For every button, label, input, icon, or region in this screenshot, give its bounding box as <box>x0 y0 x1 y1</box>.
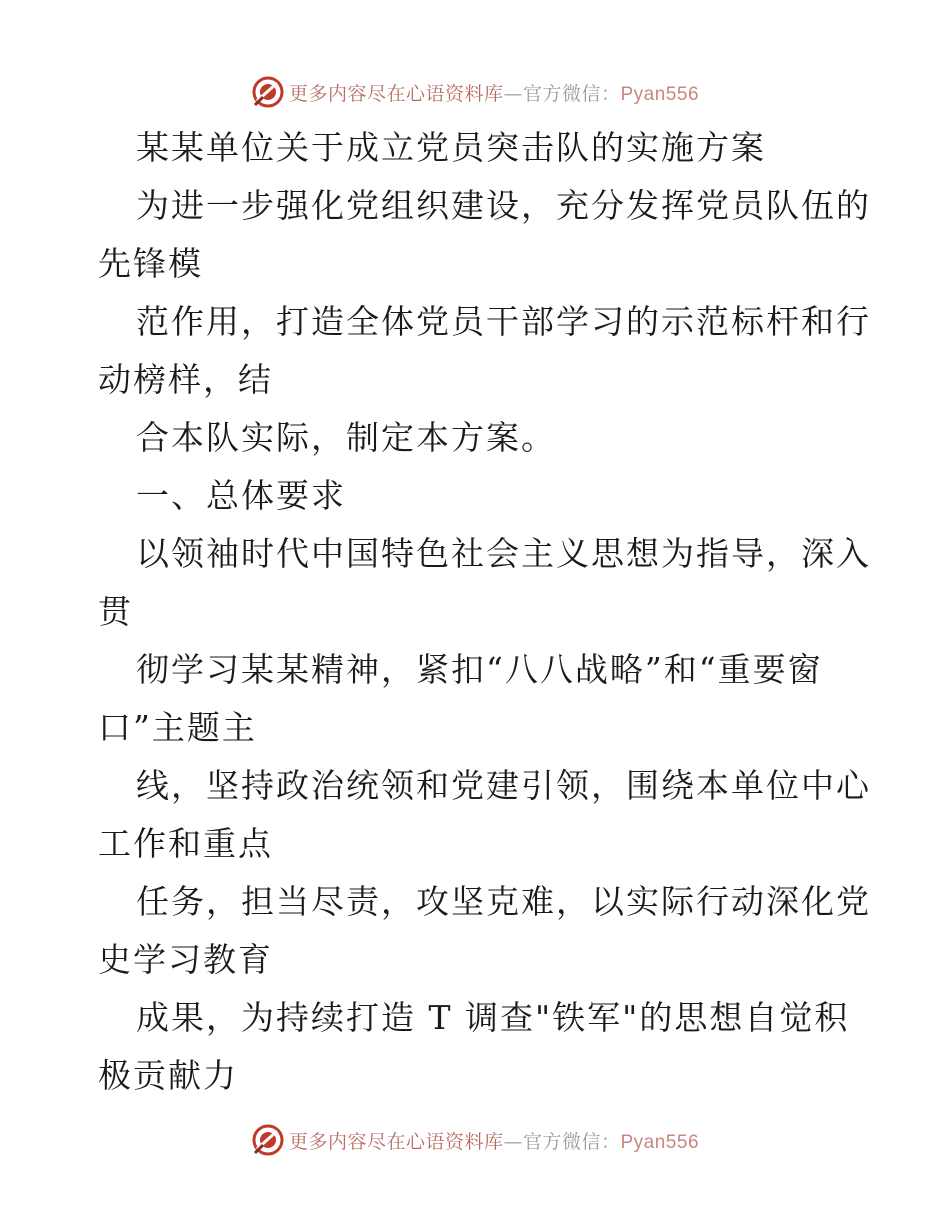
seal-logo-icon <box>251 75 285 109</box>
seal-logo-icon <box>251 1123 285 1157</box>
watermark-dash: — <box>503 1130 523 1153</box>
watermark-text <box>289 79 699 106</box>
watermark-wechat-label: 官方微信： <box>522 82 621 105</box>
watermark-account: Pyan556 <box>620 83 700 105</box>
paragraph-line: 极贡献力 <box>98 1056 238 1095</box>
paragraph-line: 为进一步强化党组织建设，充分发挥党员队伍的 <box>136 186 871 225</box>
paragraph-line: 口”主题主 <box>98 708 257 747</box>
watermark-wechat-label: 官方微信： <box>522 1130 621 1153</box>
paragraph-line: 先锋模 <box>98 244 203 283</box>
paragraph-line: 范作用，打造全体党员干部学习的示范标杆和行 <box>136 302 871 341</box>
watermark-main: 更多内容尽在心语资料库 <box>288 82 504 105</box>
paragraph-line: 贯 <box>98 592 133 631</box>
paragraph-line: 任务，担当尽责，攻坚克难，以实际行动深化党 <box>136 882 871 921</box>
footer-watermark <box>0 1120 950 1160</box>
watermark-dash: — <box>503 82 523 105</box>
watermark-account: Pyan556 <box>620 1131 700 1153</box>
paragraph-line: 彻学习某某精神，紧扣“八八战略”和“重要窗 <box>136 650 823 689</box>
paragraph-line: 线，坚持政治统领和党建引领，围绕本单位中心 <box>136 766 871 805</box>
watermark-main: 更多内容尽在心语资料库 <box>288 1130 504 1153</box>
paragraph-line: 成果，为持续打造 T 调查"铁军"的思想自觉积 <box>136 998 850 1037</box>
paragraph-line: 动榜样，结 <box>98 360 273 399</box>
header-watermark <box>0 72 950 112</box>
paragraph-line: 史学习教育 <box>98 940 273 979</box>
paragraph-line: 以领袖时代中国特色社会主义思想为指导，深入 <box>136 534 871 573</box>
document-title: 某某单位关于成立党员突击队的实施方案 <box>136 128 766 167</box>
paragraph-line: 工作和重点 <box>98 824 273 863</box>
section-heading: 一、总体要求 <box>136 476 346 515</box>
watermark-text <box>289 1127 699 1154</box>
paragraph-line: 合本队实际，制定本方案。 <box>136 418 556 457</box>
